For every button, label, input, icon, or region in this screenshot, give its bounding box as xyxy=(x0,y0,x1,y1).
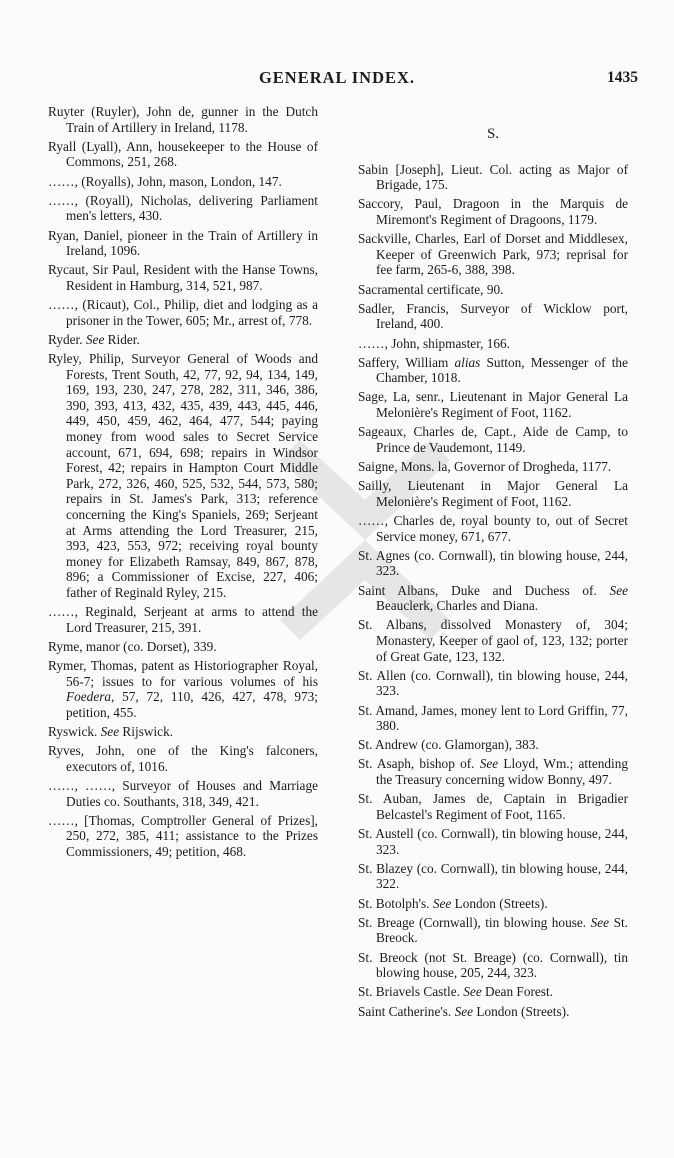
index-entry: ……, [Thomas, Comptroller General of Prizes], 250, 272, 385, 411; assistance to the Prizes Commissioners, 49; petition, 468. xyxy=(48,812,318,860)
index-entry: Ryan, Daniel, pioneer in the Train of Artillery in Ireland, 1096. xyxy=(48,227,318,259)
index-entry: Ryder. See Rider. xyxy=(48,331,140,347)
index-entry: Saint Catherine's. See London (Streets). xyxy=(358,1003,570,1019)
index-entry: Saffery, William alias Sutton, Messenger of the Chamber, 1018. xyxy=(358,354,628,386)
index-entry: Sadler, Francis, Surveyor of Wicklow port, Ireland, 400. xyxy=(358,300,628,332)
index-entry: ……, Reginald, Serjeant at arms to attend the Lord Treasurer, 215, 391. xyxy=(48,604,318,635)
index-entry: ……, John, shipmaster, 166. xyxy=(358,335,511,351)
index-entry: Sabin [Joseph], Lieut. Col. acting as Major of Brigade, 175. xyxy=(358,161,628,193)
page-header xyxy=(0,68,674,88)
right-column xyxy=(358,104,628,1023)
running-title: GENERAL INDEX. xyxy=(258,68,416,87)
index-entry: St. Blazey (co. Cornwall), tin blowing house, 244, 322. xyxy=(358,860,628,892)
section-letter: S. xyxy=(486,126,500,142)
index-entry: ……, (Ricaut), Col., Philip, diet and lodging as a prisoner in the Tower, 605; Mr., arrest of, 778. xyxy=(48,297,318,328)
index-entry: St. Breage (Cornwall), tin blowing house. See St. Breock. xyxy=(358,914,628,946)
index-entry: Sackville, Charles, Earl of Dorset and Middlesex, Keeper of Greenwich Park, 973; reprisal for fee farm, 265-6, 388, 398. xyxy=(358,231,628,278)
index-entry: Rycaut, Sir Paul, Resident with the Hanse Towns, Resident in Hamburg, 314, 521, 987. xyxy=(48,262,318,293)
index-entry: Ryley, Philip, Surveyor General of Woods and Forests, Trent South, 42, 77, 92, 94, 134, 149, 169, 193, 230, 247, 278, 282, 311, 346, 386, 390, 393, 413, 432, 435, 439, 443, 445, 446, 449, 450, 459, 462, 464, 477, 544; paying money from wood sales to Secret Service account, 671, 694, 698; repairs in Windsor Forest, 42; repairs in Hampton Court Middle Park, 272, 326, 460, 525, 532, 544, 573, 580; repairs in St. James's Park, 313; reference concerning the King's Spaniels, 269; Serjeant at Arms attending the Lord Treasurer, 215, 393, 423, 553, 972; receiving royal bounty money for Elizabeth Ramsay, 849, 867, 878, 896; a Commissioner of Excise, 227, 406; father of Reginald Ryley, 215. xyxy=(48,351,318,600)
index-entry: St. Briavels Castle. See Dean Forest. xyxy=(358,984,553,1000)
index-entry: Sageaux, Charles de, Capt., Aide de Camp, to Prince de Vaudemont, 1149. xyxy=(358,424,628,455)
index-entry: St. Botolph's. See London (Streets). xyxy=(358,895,548,911)
index-entry: Ruyter (Ruyler), John de, gunner in the Dutch Train of Artillery in Ireland, 1178. xyxy=(48,104,318,135)
index-entry: St. Amand, James, money lent to Lord Griffin, 77, 380. xyxy=(358,702,628,734)
index-entry: Sage, La, senr., Lieutenant in Major General La Melonière's Regiment of Foot, 1162. xyxy=(358,389,628,421)
index-entry: Sailly, Lieutenant in Major General La Melonière's Regiment of Foot, 1162. xyxy=(358,478,628,509)
index-entry: Rymer, Thomas, patent as Historiographer Royal, 56-7; issues to for various volumes of his Foedera, 57, 72, 110, 426, 427, 478, 973; petition, 455. xyxy=(48,658,318,720)
index-entry: Ryme, manor (co. Dorset), 339. xyxy=(48,638,217,654)
index-entry: Sacramental certificate, 90. xyxy=(358,281,504,297)
index-entry: St. Albans, dissolved Monastery of, 304; Monastery, Keeper of gaol of, 123, 132; porter of Great Gate, 123, 132. xyxy=(358,617,628,664)
index-entry: Saccory, Paul, Dragoon in the Marquis de Miremont's Regiment of Dragoons, 1179. xyxy=(358,196,628,227)
page-number: 1435 xyxy=(607,69,638,86)
index-entry: Ryswick. See Rijswick. xyxy=(48,724,174,740)
index-entry: St. Allen (co. Cornwall), tin blowing house, 244, 323. xyxy=(358,667,628,699)
index-entry: St. Breock (not St. Breage) (co. Cornwall), tin blowing house, 205, 244, 323. xyxy=(358,949,628,981)
index-entry: St. Andrew (co. Glamorgan), 383. xyxy=(358,737,539,753)
right-entries xyxy=(358,162,628,1020)
left-column xyxy=(48,104,318,863)
index-entry: St. Austell (co. Cornwall), tin blowing house, 244, 323. xyxy=(358,826,628,857)
index-entry: Saint Albans, Duke and Duchess of. See Beauclerk, Charles and Diana. xyxy=(358,582,628,614)
index-entry: ……, (Royall), Nicholas, delivering Parliament men's letters, 430. xyxy=(48,192,318,224)
index-entry: ……, (Royalls), John, mason, London, 147. xyxy=(48,173,282,189)
index-entry: Saigne, Mons. la, Governor of Drogheda, 1177. xyxy=(358,459,612,475)
index-entry: Ryves, John, one of the King's falconers, executors of, 1016. xyxy=(48,743,318,774)
index-entry: St. Agnes (co. Cornwall), tin blowing house, 244, 323. xyxy=(358,547,628,579)
index-entry: ……, Charles de, royal bounty to, out of Secret Service money, 671, 677. xyxy=(358,513,628,544)
index-entry: St. Asaph, bishop of. See Lloyd, Wm.; attending the Treasury concerning widow Bonny, 497. xyxy=(358,756,629,788)
index-entry: Ryall (Lyall), Ann, housekeeper to the House of Commons, 251, 268. xyxy=(48,138,318,170)
index-entry: ……, ……, Surveyor of Houses and Marriage Duties co. Southants, 318, 349, 421. xyxy=(48,778,318,809)
index-entry: St. Auban, James de, Captain in Brigadier Belcastel's Regiment of Foot, 1165. xyxy=(358,791,628,822)
